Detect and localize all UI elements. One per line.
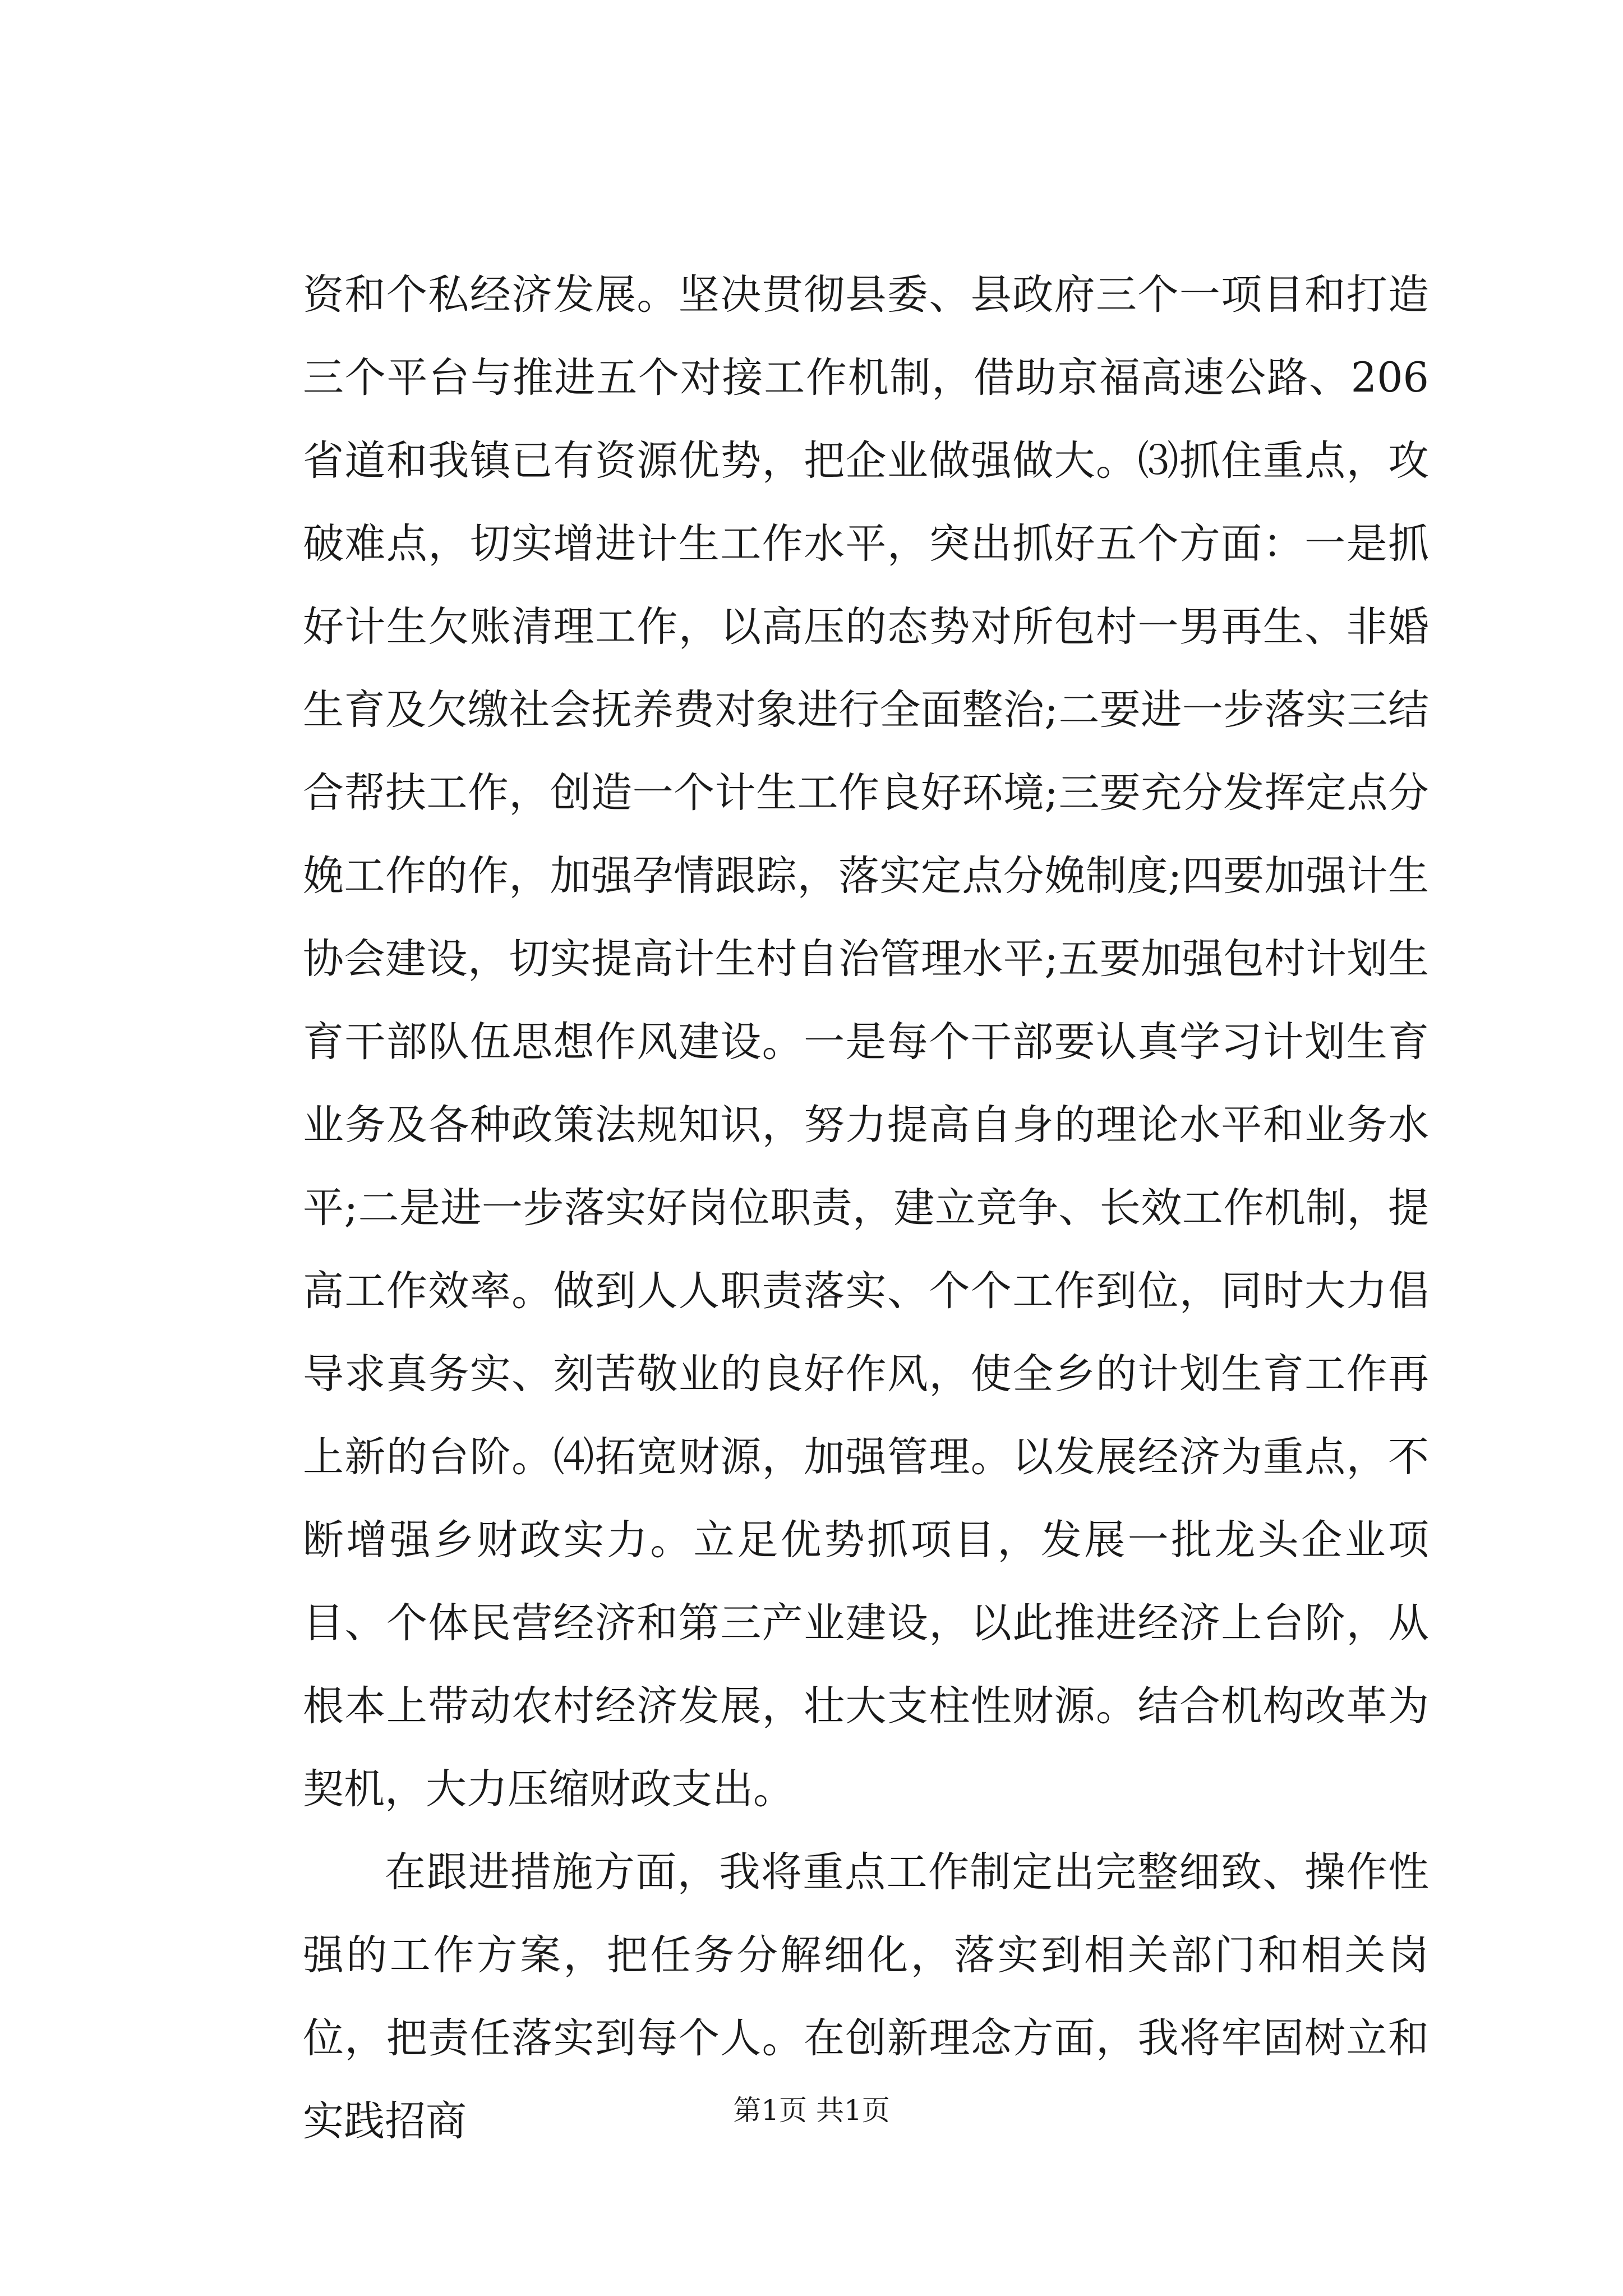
page-number-footer: 第1页 共1页 (733, 2094, 890, 2127)
document-body (303, 254, 1429, 2163)
paragraph-2: 在跟进措施方面，我将重点工作制定出完整细致、操作性强的工作方案，把任务分解细化，落实到相关部门和相关岗位，把责任落实到每个人。在创新理念方面，我将牢固树立和实践招商 (303, 1848, 1429, 2145)
paragraph-1: 资和个私经济发展。坚决贯彻县委、县政府三个一项目和打造三个平台与推进五个对接工作机制，借助京福高速公路、206省道和我镇已有资源优势，把企业做强做大。⑶抓住重点，攻破难点，切实增进计生工作水平，突出抓好五个方面：一是抓好计生欠账清理工作，以高压的态势对所包村一男再生、非婚生育及欠缴社会抚养费对象进行全面整治;二要进一步落实三结合帮扶工作，创造一个计生工作良好环境;三要充分发挥定点分娩工作的作，加强孕情跟踪，落实定点分娩制度;四要加强计生协会建设，切实提高计生村自治管理水平;五要加强包村计划生育干部队伍思想作风建设。一是每个干部要认真学习计划生育业务及各种政策法规知识，努力提高自身的理论水平和业务水平;二是进一步落实好岗位职责，建立竞争、长效工作机制，提高工作效率。做到人人职责落实、个个工作到位，同时大力倡导求真务实、刻苦敬业的良好作风，使全乡的计划生育工作再上新的台阶。⑷拓宽财源，加强管理。以发展经济为重点，不断增强乡财政实力。立足优势抓项目，发展一批龙头企业项目、个体民营经济和第三产业建设，以此推进经济上台阶，从根本上带动农村经济发展，壮大支柱性财源。结合机构改革为契机，大力压缩财政支出。 (303, 271, 1429, 1813)
